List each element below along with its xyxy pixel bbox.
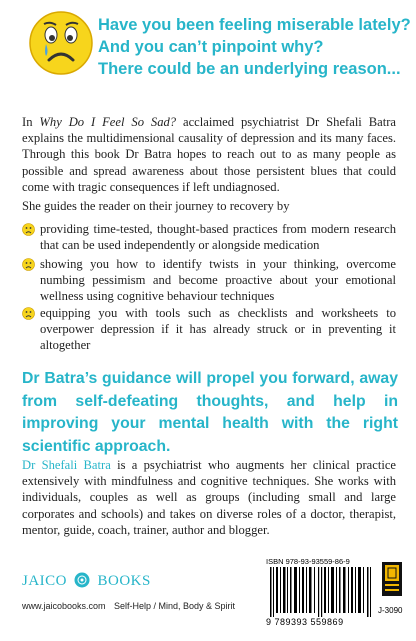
author-name: Dr Shefali Batra [22, 458, 111, 472]
promo-text: Dr Batra’s guidance will propel you forward, away from self-defeating thoughts, and help in improving your mental health with the right scientific approach. [22, 370, 398, 455]
author-bio [22, 457, 396, 538]
category-label: Self-Help / Mind, Body & Spirit [114, 601, 236, 611]
barcode [266, 557, 376, 627]
headline-line: There could be an underlying reason... [98, 60, 401, 78]
list-item [22, 305, 396, 354]
headline [98, 14, 411, 80]
intro-pre: In [22, 115, 40, 129]
publisher-url: www.jaicobooks.com [22, 601, 106, 611]
intro-paragraph [22, 114, 396, 195]
publisher-name-left: JAICO [22, 573, 68, 589]
jaico-logo-icon [74, 572, 90, 588]
intro-post: acclaimed psychiatrist Dr Shefali Batra explains the multidimensional causality of depression and its many faces. Through this book Dr Batra hopes to reach out to as many people as possible and spread awareness about those persistent blues that could come with tragic consequences if left undiagnosed. [22, 115, 396, 194]
isbn-text: ISBN 978-93-93559-86-9 [266, 557, 350, 566]
book-title: Why Do I Feel So Sad? [39, 115, 177, 129]
list-item-text: showing you how to identify twists in your thinking, overcome numbing pessimism and become proactive about your emotional wellness using cognitive behaviour techniques [40, 257, 396, 304]
guides-paragraph: She guides the reader on their journey to recovery by [22, 199, 290, 213]
sad-face-icon [22, 258, 35, 271]
list-item [22, 221, 396, 253]
publisher-logo [22, 572, 151, 590]
list-item [22, 256, 396, 305]
list-item-text: providing time-tested, thought-based practices from modern research that can be used independently or alongside medication [40, 222, 396, 253]
sad-face-icon [22, 307, 35, 320]
sad-face-icon [28, 10, 94, 76]
headline-line: And you can’t pinpoint why? [98, 38, 324, 56]
barcode-bars [266, 567, 376, 617]
list-item-text: equipping you with tools such as checklists and worksheets to overpower depression if it has already struck or in preventing it altogether [40, 306, 396, 353]
author-bio-text: is a psychiatrist who augments her clinical practice extensively with mindfulness and cognitive techniques. She works with individuals, couples as well as groups (including small and large corporates and schools) and takes on diverse roles of a doctor, therapist, mentor, guide, coach, trainer, author and blogger. [22, 458, 397, 537]
barcode-digits: 9 789393 559869 [266, 617, 344, 627]
book-code: J-3090 [378, 606, 403, 615]
sad-face-icon [22, 223, 35, 236]
headline-line: Have you been feeling miserable lately? [98, 16, 411, 34]
publisher-name-right: BOOKS [97, 573, 151, 589]
jaico-badge-icon [382, 562, 402, 596]
